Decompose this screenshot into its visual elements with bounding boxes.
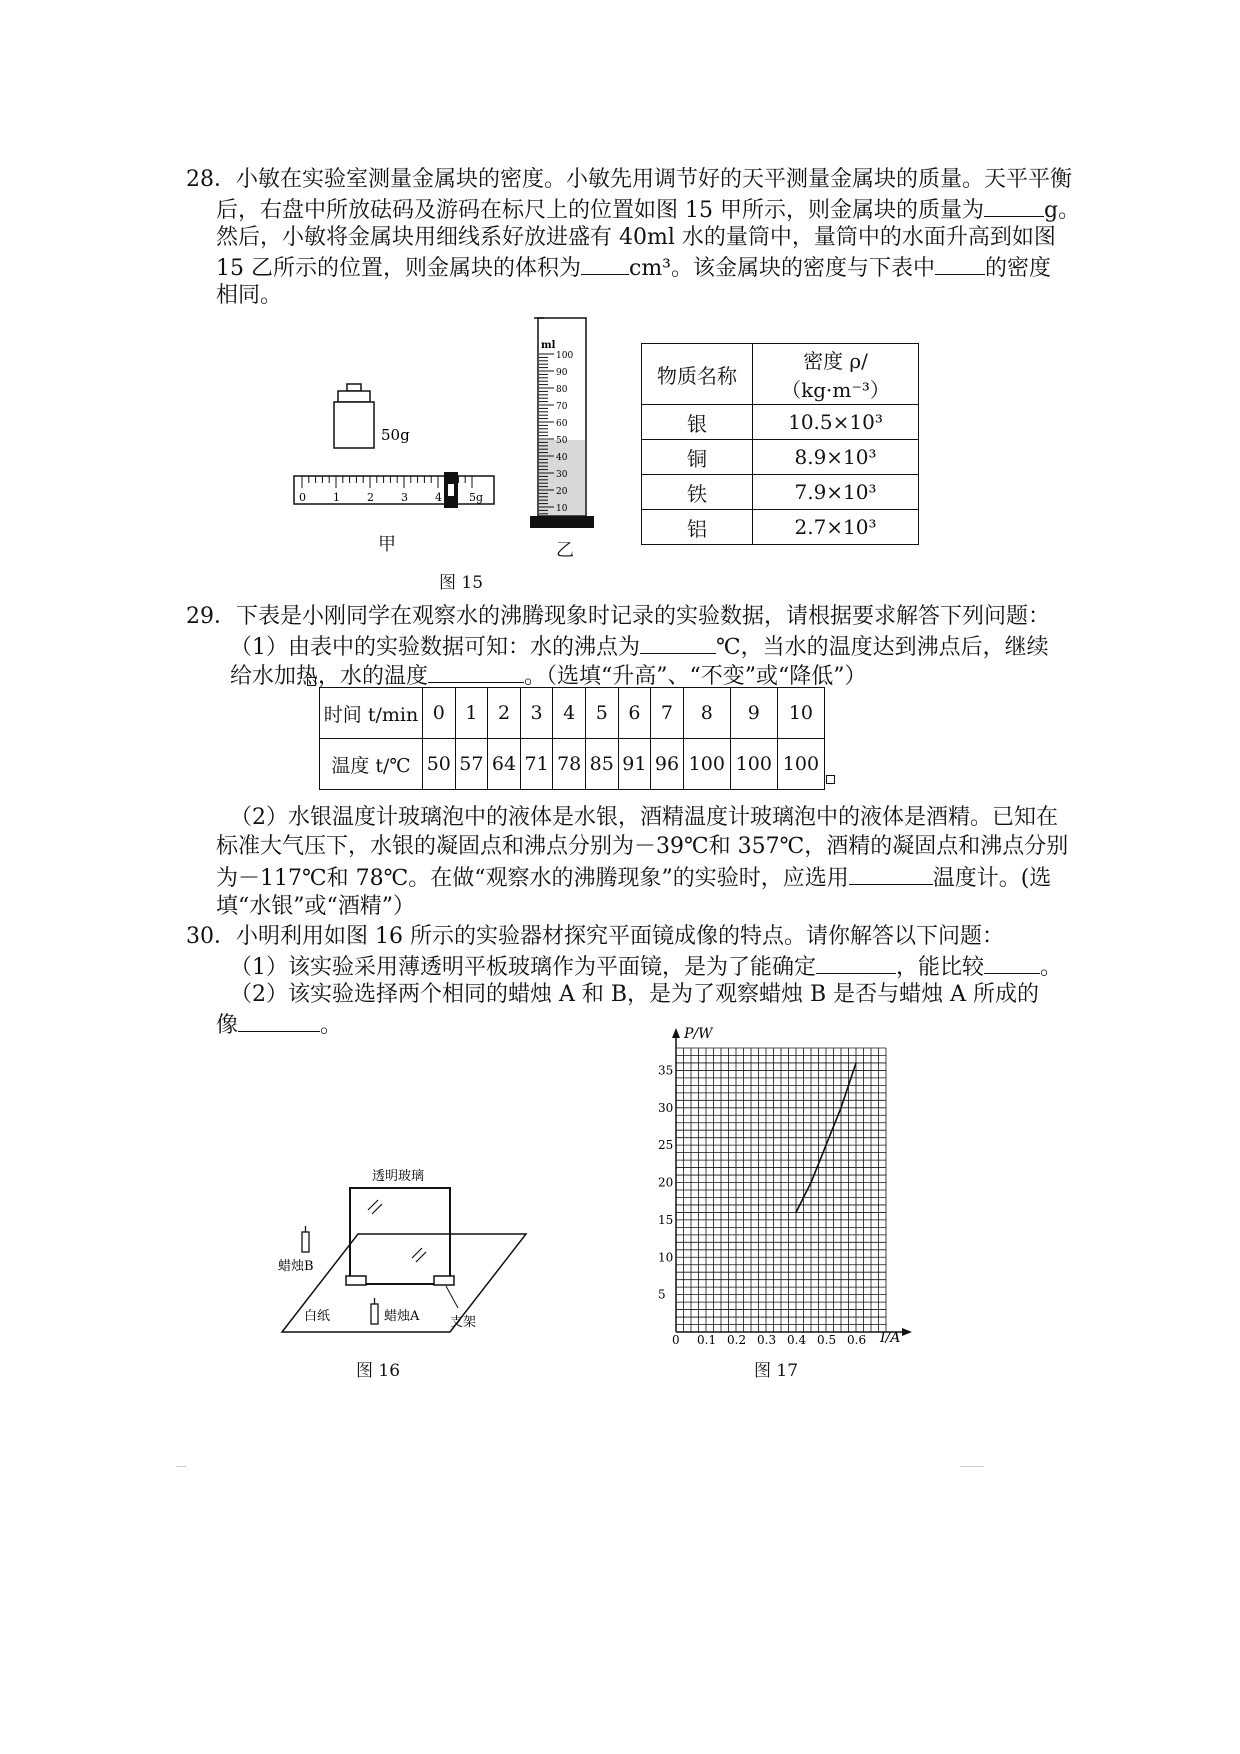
table-cell: 银 <box>642 405 753 440</box>
y-tick-label: 5 <box>658 1287 666 1302</box>
ruler-unit: g <box>476 491 484 504</box>
figure-15-caption: 图 15 <box>439 573 484 593</box>
stand-right <box>434 1276 454 1285</box>
q29-line-3: 给水加热，水的温度 。（选填“升高”、“不变”或“降低”） <box>230 660 867 692</box>
table-row <box>642 440 919 475</box>
x-tick-label: 0.1 <box>697 1333 717 1346</box>
answer-blank-mass[interactable] <box>984 194 1044 217</box>
y-tick-label: 30 <box>658 1100 674 1115</box>
rider-bottom <box>444 496 458 508</box>
table-cell: 0 <box>423 688 456 739</box>
cylinder-tick-label: 40 <box>556 453 568 463</box>
glass-label: 透明玻璃 <box>372 1169 425 1184</box>
q29-line-2: （1）由表中的实验数据可知：水的沸点为 ℃，当水的温度达到沸点后，继续 <box>230 631 1049 663</box>
table-cell: 96 <box>651 739 684 790</box>
cylinder-tick-label: 80 <box>556 385 568 395</box>
table-row <box>642 475 919 510</box>
table-row-label: 时间 t/min <box>320 688 423 739</box>
rider-top <box>444 472 458 484</box>
table-cell: 2 <box>488 688 521 739</box>
answer-blank-thermometer[interactable] <box>849 862 933 885</box>
figure-15-label-b: 乙 <box>556 540 574 561</box>
ruler-tick-label: 0 <box>299 491 306 504</box>
table-header-cell: 物质名称 <box>642 344 753 405</box>
table-cell: 7 <box>651 688 684 739</box>
q29-line-5: 标准大气压下，水银的凝固点和沸点分别为－39℃和 357℃，酒精的凝固点和沸点分别 <box>216 834 1069 859</box>
cylinder-tick-label: 100 <box>556 351 574 361</box>
x-tick-label: 0 <box>672 1333 680 1346</box>
answer-blank-coincide[interactable] <box>238 1009 320 1032</box>
q29-line-7: 填“水银”或“酒精”） <box>216 894 415 919</box>
density-table <box>641 343 919 545</box>
table-cell: 100 <box>777 739 824 790</box>
table-cell: 6 <box>618 688 651 739</box>
table-cell: 铝 <box>642 510 753 545</box>
stand-label: 支架 <box>450 1315 477 1330</box>
figure-16-mirror-setup <box>268 1160 538 1340</box>
figure-15-balance <box>286 378 506 518</box>
ruler-tick-label: 3 <box>401 491 408 504</box>
ruler-tick-label: 5 <box>469 491 476 504</box>
table-header-cell: 密度 ρ/（kg·m⁻³） <box>753 344 919 405</box>
q28-line-4: 15 乙所示的位置，则金属块的体积为 cm³。该金属块的密度与下表中 的密度 <box>216 252 1051 284</box>
table-row <box>642 405 919 440</box>
table-cell: 铁 <box>642 475 753 510</box>
table-cell: 85 <box>585 739 618 790</box>
cylinder-tick-label: 30 <box>556 470 568 480</box>
cylinder-tick-label: 60 <box>556 419 568 429</box>
cylinder-tick-label: 20 <box>556 487 568 497</box>
boiling-table <box>319 687 825 790</box>
ruler-tick-label: 4 <box>435 491 442 504</box>
x-tick-label: 0.4 <box>787 1333 807 1346</box>
y-axis-label: P/W <box>684 1026 713 1042</box>
answer-blank-image-position[interactable] <box>816 951 896 974</box>
cylinder-tick-label: 90 <box>556 368 568 378</box>
table-header-row <box>642 344 919 405</box>
x-tick-label: 0.5 <box>817 1333 837 1346</box>
q30-line-4: 像 。 <box>216 1009 342 1041</box>
q29-line-6: 为－117℃和 78℃。在做“观察水的沸腾现象”的实验时，应选用 温度计。(选 <box>216 862 1051 894</box>
figure-15-label-a: 甲 <box>378 534 396 555</box>
answer-blank-material[interactable] <box>935 252 985 275</box>
x-tick-label: 0.2 <box>727 1333 747 1346</box>
table-cell: 3 <box>520 688 553 739</box>
table-anchor-mark <box>307 677 316 686</box>
table-cell: 2.7×10³ <box>753 510 919 545</box>
table-row-temperature <box>320 739 825 790</box>
table-cell: 100 <box>730 739 777 790</box>
x-axis-arrow <box>902 1328 912 1336</box>
q30-line-1: 30．小明利用如图 16 所示的实验器材探究平面镜成像的特点。请你解答以下问题： <box>186 924 1004 949</box>
q29-line-4: （2）水银温度计玻璃泡中的液体是水银，酒精温度计玻璃泡中的液体是酒精。已知在 <box>230 805 1058 830</box>
table-cell: 10.5×10³ <box>753 405 919 440</box>
table-cell: 10 <box>777 688 824 739</box>
y-axis-arrow <box>672 1028 680 1038</box>
ruler-tick-label: 1 <box>333 491 340 504</box>
weight-icon <box>334 384 374 448</box>
answer-blank-volume[interactable] <box>581 252 629 275</box>
q30-line-3: （2）该实验选择两个相同的蜡烛 A 和 B，是为了观察蜡烛 B 是否与蜡烛 A 所成的 <box>230 982 1040 1007</box>
table-cell: 铜 <box>642 440 753 475</box>
ruler-tick-label: 2 <box>367 491 374 504</box>
x-tick-label: 0.6 <box>847 1333 867 1346</box>
q30-line-2: （1）该实验采用薄透明平板玻璃作为平面镜，是为了能确定 ，能比较 。 <box>230 951 1062 983</box>
table-cell: 1 <box>455 688 488 739</box>
q28-line-3: 然后，小敏将金属块用细线系好放进盛有 40ml 水的量筒中，量筒中的水面升高到如图 <box>216 225 1056 250</box>
q28-line-5: 相同。 <box>216 283 283 308</box>
figure-17-chart <box>650 1022 920 1346</box>
figure-15-cylinder <box>528 316 608 542</box>
y-tick-label: 25 <box>658 1138 674 1153</box>
cylinder-unit: ml <box>541 340 556 351</box>
table-cell: 100 <box>683 739 730 790</box>
candle-b-icon <box>302 1226 309 1252</box>
q28-line-1: 28．小敏在实验室测量金属块的密度。小敏先用调节好的天平测量金属块的质量。天平平衡 <box>186 167 1073 192</box>
cylinder-tick-label: 10 <box>556 504 568 514</box>
table-row-label: 温度 t/℃ <box>320 739 423 790</box>
table-cell: 4 <box>553 688 586 739</box>
stand-left <box>346 1276 366 1285</box>
figure-16-caption: 图 16 <box>356 1361 401 1381</box>
table-cell: 64 <box>488 739 521 790</box>
answer-blank-image-size[interactable] <box>984 951 1040 974</box>
y-tick-label: 15 <box>658 1212 674 1227</box>
table-row-time <box>320 688 825 739</box>
ruler <box>294 476 494 504</box>
table-cell: 57 <box>455 739 488 790</box>
answer-blank-boiling-point[interactable] <box>640 631 716 654</box>
candle-a-icon <box>371 1298 378 1324</box>
q29-line-1: 29．下表是小刚同学在观察水的沸腾现象时记录的实验数据，请根据要求解答下列问题： <box>186 604 1051 629</box>
weight-label: 50g <box>381 426 410 444</box>
y-tick-label: 35 <box>658 1063 674 1078</box>
cylinder-tick-label: 50 <box>556 436 568 446</box>
candle-a-label: 蜡烛A <box>384 1309 420 1324</box>
scan-mark <box>960 1466 984 1467</box>
table-cell: 8.9×10³ <box>753 440 919 475</box>
y-tick-label: 20 <box>658 1175 674 1190</box>
table-cell: 71 <box>520 739 553 790</box>
paper-label: 白纸 <box>304 1309 331 1324</box>
y-tick-label: 10 <box>658 1250 674 1265</box>
q29-number: 29． <box>186 604 236 629</box>
table-cell: 7.9×10³ <box>753 475 919 510</box>
q28-line-2: 后，右盘中所放砝码及游码在标尺上的位置如图 15 甲所示，则金属块的质量为 g。 <box>216 194 1080 226</box>
table-cell: 91 <box>618 739 651 790</box>
table-cell: 5 <box>585 688 618 739</box>
table-cell: 8 <box>683 688 730 739</box>
table-cell: 9 <box>730 688 777 739</box>
answer-blank-water-temp[interactable] <box>428 660 524 683</box>
x-tick-label: 0.3 <box>757 1333 777 1346</box>
q30-number: 30． <box>186 924 236 949</box>
table-cell: 78 <box>553 739 586 790</box>
figure-17-caption: 图 17 <box>754 1361 799 1381</box>
candle-b-label: 蜡烛B <box>278 1259 314 1274</box>
table-cell: 50 <box>423 739 456 790</box>
scan-mark <box>176 1466 186 1467</box>
glass-pane <box>350 1188 450 1284</box>
q28-number: 28． <box>186 167 236 192</box>
cylinder-base <box>530 516 594 528</box>
cylinder-tick-label: 70 <box>556 402 568 412</box>
table-row <box>642 510 919 545</box>
x-axis-label: I/A <box>880 1330 901 1346</box>
table-anchor-mark <box>826 775 835 784</box>
